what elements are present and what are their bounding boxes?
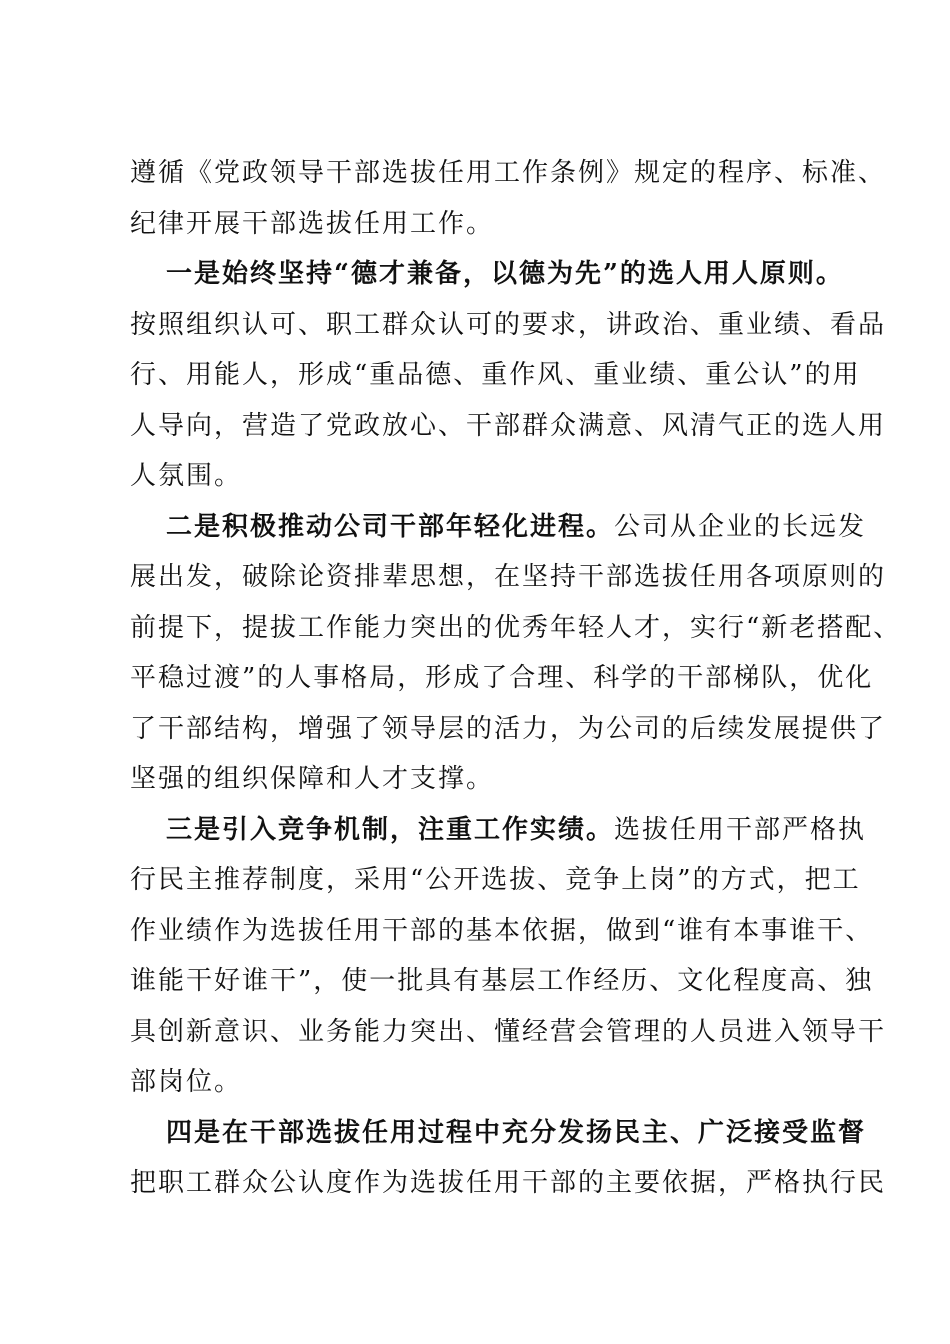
body-line: 具创新意识、业务能力突出、懂经营会管理的人员进入领导干 [130,1016,887,1047]
paragraph-heading: 二是积极推动公司干部年轻化进程。 [166,511,615,542]
paragraph-first-line [130,502,867,553]
body-line: 按照组织认可、职工群众认可的要求，讲政治、重业绩、看品 [130,309,887,340]
body-line: 遵循《党政领导干部选拔任用工作条例》规定的程序、标准、 [130,158,887,188]
body-line: 纪律开展干部选拔任用工作。 [130,208,495,239]
body-line: 谁能干好谁干”，使一批具有基层工作经历、文化程度高、独 [130,966,874,996]
paragraph-heading: 三是引入竞争机制，注重工作实绩。 [166,814,615,845]
paragraph-heading: 一是始终坚持“德才兼备，以德为先”的选人用人原则。 [166,259,844,289]
body-line: 人导向，营造了党政放心、干部群众满意、风清气正的选人用 [130,410,887,441]
paragraph-heading: 四是在干部选拔任用过程中充分发扬民主、广泛接受监督 [166,1117,867,1148]
body-text: 公司从企业的长远发 [614,511,867,542]
body-text: 选拔任用干部严格执 [614,814,867,845]
paragraph-first-line [130,805,867,856]
body-line: 展出发，破除论资排辈思想，在坚持干部选拔任用各项原则的 [130,562,887,592]
body-line: 人氛围。 [130,461,243,491]
body-line: 把职工群众公认度作为选拔任用干部的主要依据，严格执行民 [130,1168,887,1198]
body-line: 坚强的组织保障和人才支撑。 [130,764,495,794]
document-body [130,148,902,1209]
body-line: 作业绩作为选拔任用干部的基本依据，做到“谁有本事谁干、 [130,915,874,946]
body-line: 行民主推荐制度，采用“公开选拔、竞争上岗”的方式，把工 [130,865,861,895]
body-line: 平稳过渡”的人事格局，形成了合理、科学的干部梯队，优化 [130,663,874,693]
body-line: 部岗位。 [130,1067,243,1097]
paragraph-first-line [130,249,844,300]
body-line: 了干部结构，增强了领导层的活力，为公司的后续发展提供了 [130,713,887,744]
paragraph-first-line [130,1108,867,1159]
body-line: 行、用能人，形成“重品德、重作风、重业绩、重公认”的用 [130,360,861,390]
body-line: 前提下，提拔工作能力突出的优秀年轻人才，实行“新老搭配、 [130,612,902,643]
